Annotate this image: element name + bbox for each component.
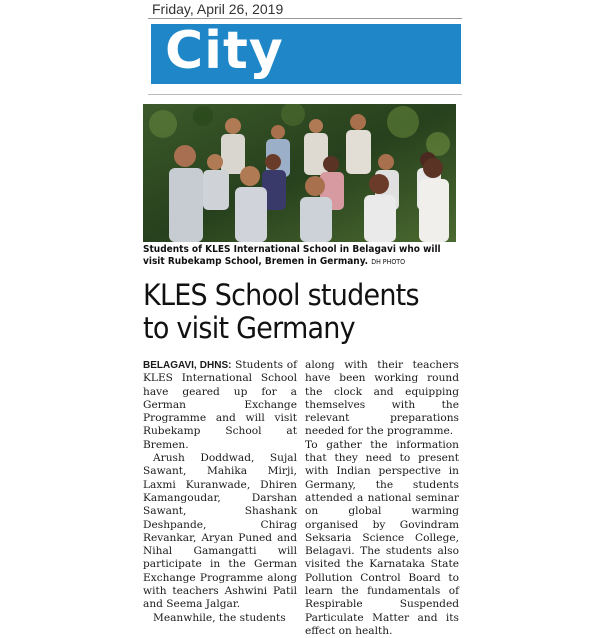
byline: BELAGAVI, DHNS: bbox=[143, 360, 232, 371]
dateline: Friday, April 26, 2019 bbox=[152, 1, 284, 17]
article-paragraph-2: Arush Doddwad, Sujal Sawant, Mahika Mirji, Laxmi Kuranwade, Dhiren Kamangoudar, Darshan Sawant, Shashank Deshpande, Chirag Revankar, Aryan Puned and Nihal Gamangatti will participate in the German Exchange Programme along with teachers Ashwini Patil and Seema Jalgar. bbox=[143, 452, 297, 611]
photo-credit: DH PHOTO bbox=[371, 258, 406, 266]
photo-caption bbox=[143, 244, 461, 268]
article-paragraph-3-cont: along with their teachers have been working round the clock and equipping themselves with the relevant preparations needed for the programme. bbox=[305, 359, 459, 438]
headline-line-2: to visit Germany bbox=[143, 311, 355, 345]
headline bbox=[143, 279, 441, 345]
article-paragraph-3-start: Meanwhile, the students bbox=[153, 611, 286, 624]
paragraph-1-text: Students of KLES International School have geared up for a German Exchange Programme and will visit Rubekamp School at Bremen. bbox=[143, 359, 297, 451]
article-paragraph-4: To gather the information that they need to present with Indian perspective in Germany, the students attended a national seminar on global warming organised by Govindram Seksaria Science College, Belagavi. The students also visited the Karnataka State Pollution Control Board to learn the fundamentals of Respirable Suspended Particulate Matter and its effect on health. bbox=[305, 438, 459, 637]
banner-rule bbox=[148, 94, 462, 95]
article-paragraph-1 bbox=[143, 359, 297, 452]
article-column-2 bbox=[305, 359, 459, 638]
caption-text: Students of KLES International School in Belagavi who will visit Rubekamp School, Bremen in Germany. bbox=[143, 244, 441, 267]
article-column-1 bbox=[143, 359, 297, 625]
top-rule bbox=[148, 18, 462, 19]
headline-line-1: KLES School students bbox=[143, 278, 419, 312]
section-title: City bbox=[165, 21, 284, 81]
group-photo-image bbox=[143, 104, 456, 242]
group-photo bbox=[143, 104, 456, 242]
section-banner bbox=[151, 21, 461, 84]
